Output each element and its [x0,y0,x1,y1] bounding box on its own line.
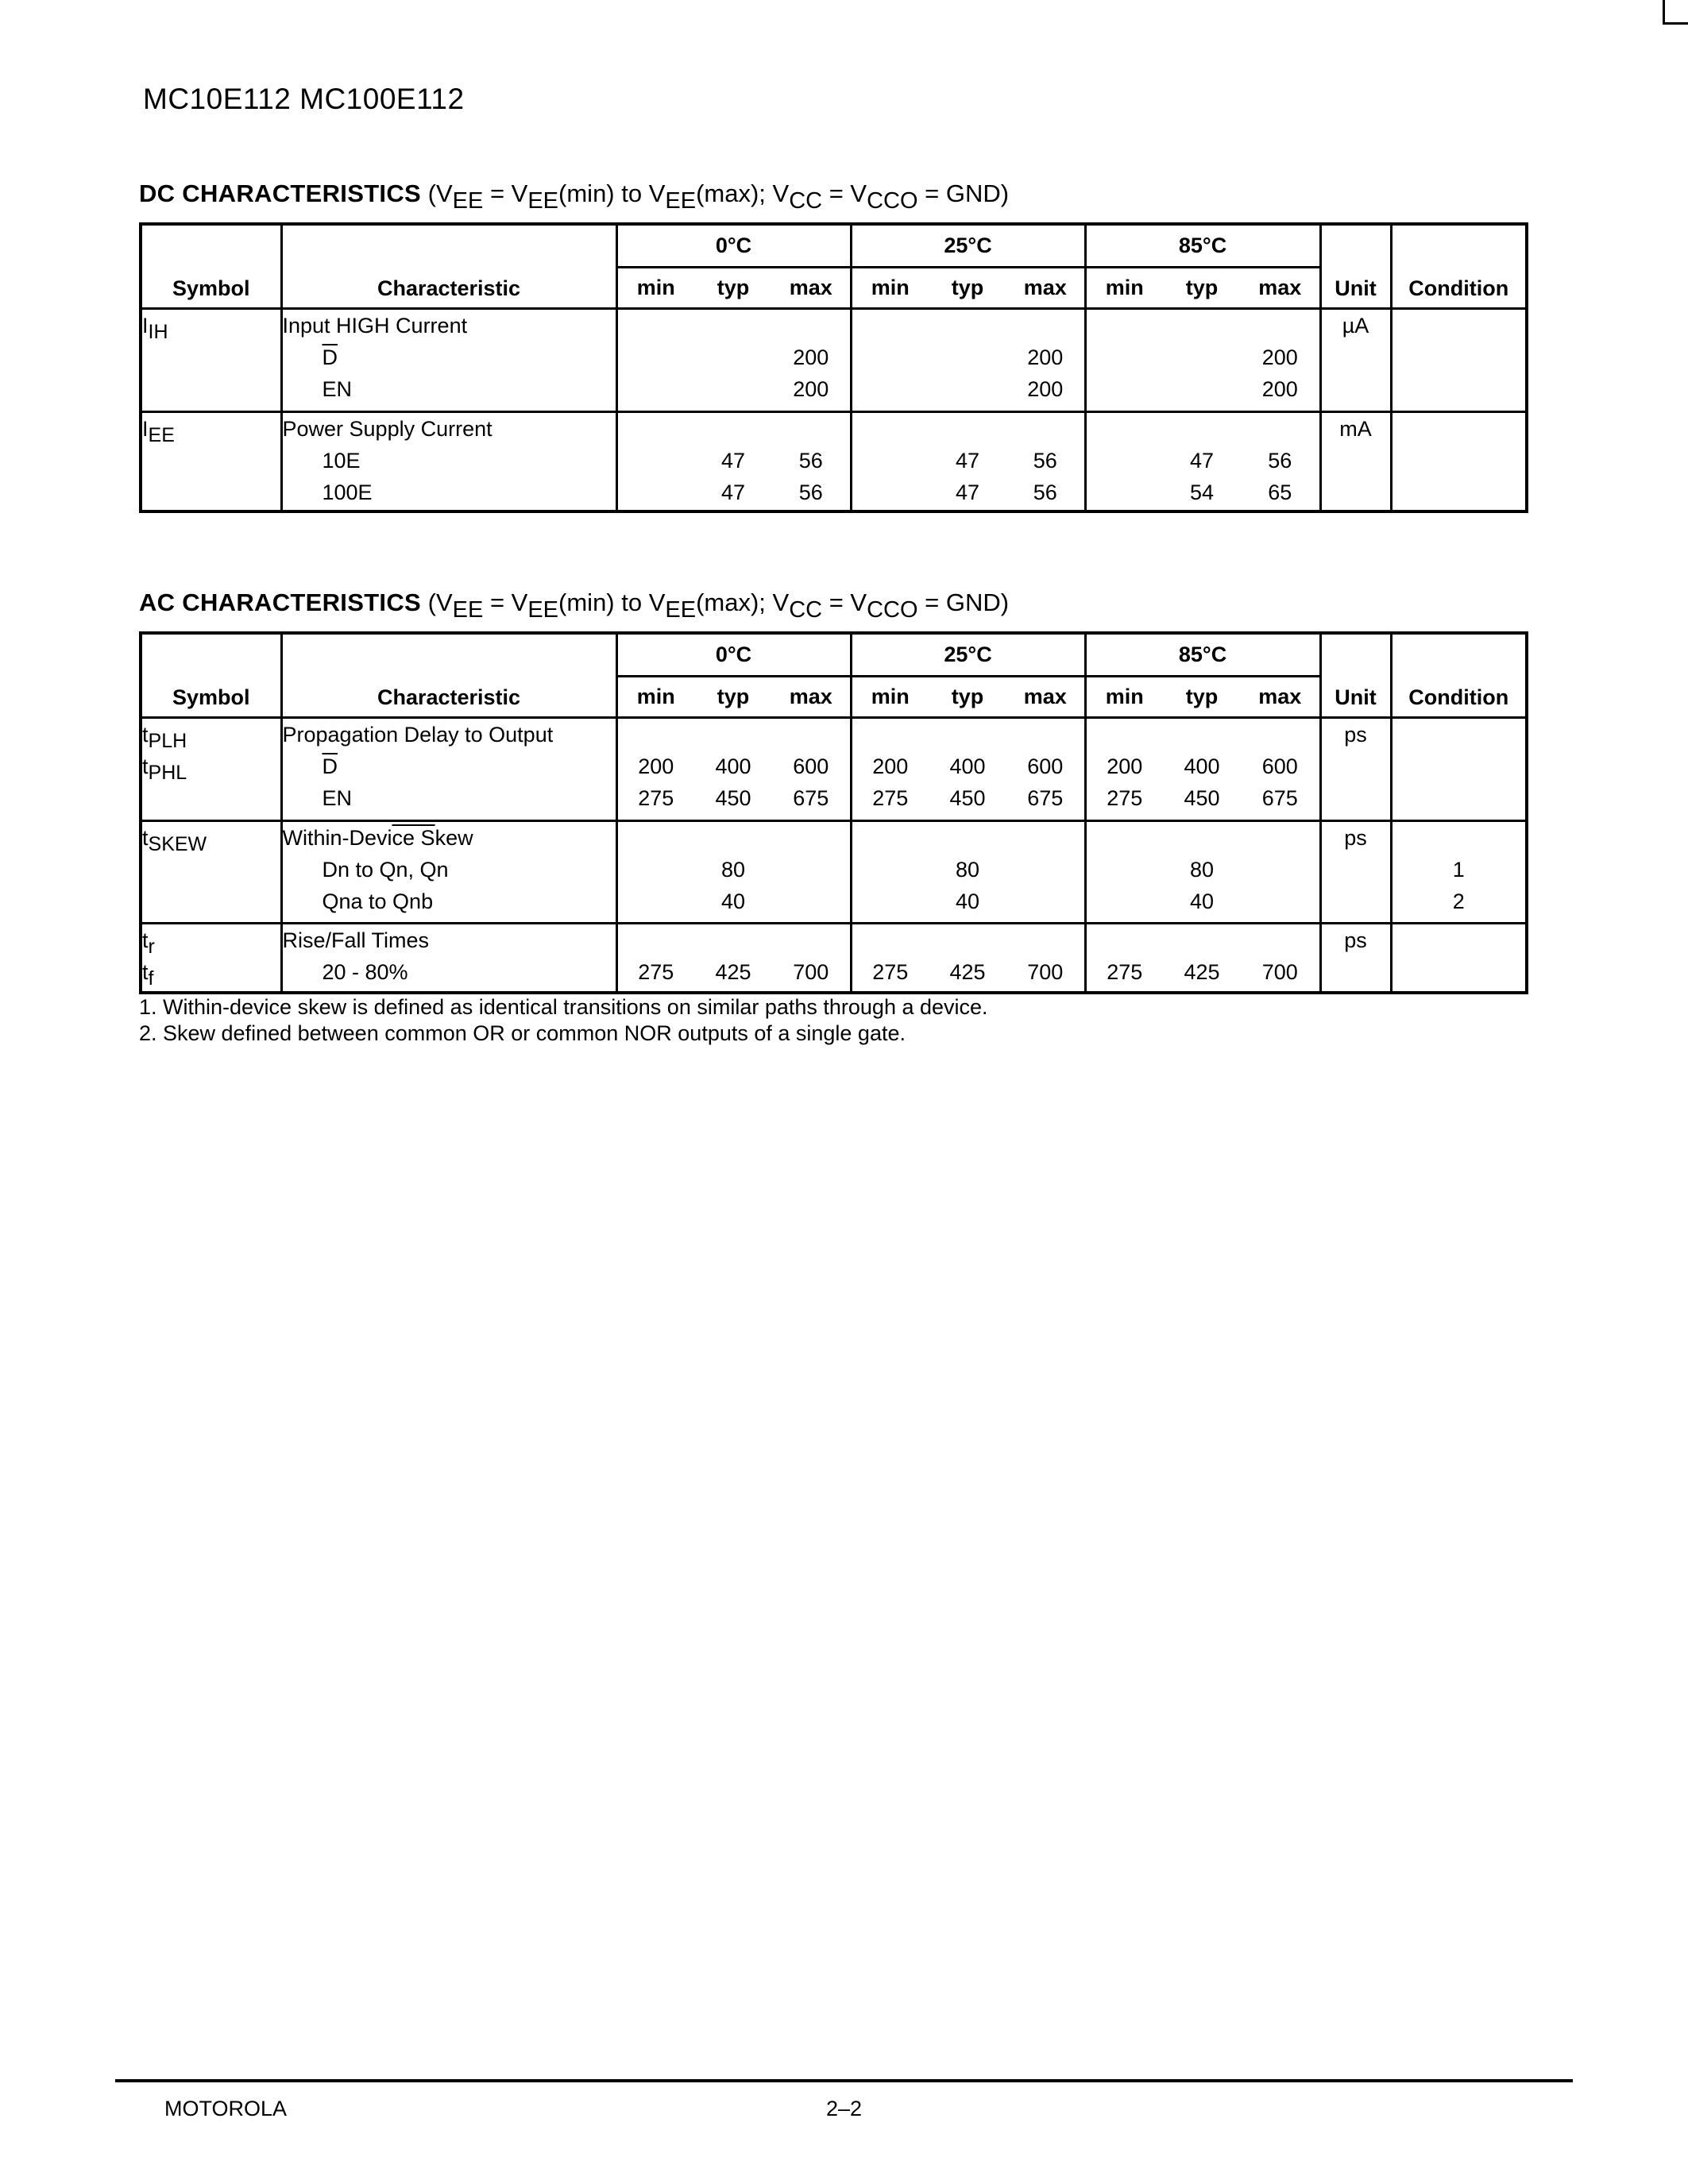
value-cell [851,411,929,511]
value-cell: 400 450 [1163,717,1241,820]
ac-cond-text: (V [421,588,453,616]
condition-ref: 1 [1452,857,1465,882]
col-temp-25c: 25°C [851,224,1085,267]
table-row [141,820,1527,923]
value-cell [1085,820,1163,923]
unit-text: ps [1344,825,1367,850]
symbol-sub: f [148,967,154,990]
ac-cond-sub: EE [665,597,697,623]
sub-label: Qna to Qnb [322,889,434,913]
value-cell: 200 275 [616,717,694,820]
page-corner-mark [1663,0,1688,25]
value-cell [772,820,851,923]
dc-cond-text: (V [421,179,453,207]
ac-cond-text: (min) to V [558,588,666,616]
value-cell: 600 675 [1241,717,1320,820]
characteristic-label: kew [435,825,473,850]
page-number: 2–2 [826,2097,863,2120]
value-cell: 700 [1006,923,1085,993]
ac-cond-sub: CC [789,597,823,623]
ac-cond-text: = V [822,588,867,616]
value-cell: 425 [949,959,986,984]
value-cell: 56 56 [772,411,851,511]
col-min: min [616,676,694,717]
symbol-text: t [142,959,149,984]
value-cell [1163,308,1241,411]
symbol-sub: EE [148,423,175,446]
col-temp-25c: 25°C [851,633,1085,676]
characteristic-label: Within-Devi [282,825,392,850]
ac-cond-sub: EE [452,597,484,623]
sub-label: EN [322,785,353,810]
value-cell: 400 450 [929,717,1006,820]
value-cell: 80 40 [1163,820,1241,923]
value-cell: 425 [1184,959,1220,984]
unit-text: ps [1344,928,1367,952]
dc-cond-sub: EE [452,188,484,214]
value-cell: 200 200 [1241,308,1320,411]
value-cell: 275 [1107,959,1143,984]
ac-characteristics-table [139,631,1528,994]
characteristic-label: Rise/Fall Times [282,928,430,952]
value-cell [616,308,694,411]
characteristic-cell [281,820,616,923]
col-temp-85c: 85°C [1085,224,1320,267]
value-cell: 600 675 [772,717,851,820]
value-cell: 80 40 [694,820,772,923]
value-cell: 56 65 [1241,411,1320,511]
sub-label: $\overline{D}$ [322,345,338,369]
value-cell: 47 47 [956,448,980,504]
dc-cond-text: = GND) [917,179,1010,207]
col-temp-0c: 0°C [616,224,851,267]
value-cell: 600 675 [1006,717,1085,820]
characteristic-label: ce S [392,825,435,850]
ac-cond-text: = GND) [917,588,1010,616]
col-max: max [1006,267,1085,308]
unit-cell [1320,308,1391,411]
value-cell [1085,308,1163,411]
sub-label: EN [322,376,353,401]
value-cell [1006,820,1085,923]
value-cell: 700 [772,923,851,993]
value-cell [851,820,929,923]
sub-label: $\overline{D}$ [322,754,338,778]
value-cell: 200 275 [1085,717,1163,820]
col-temp-85c: 85°C [1085,633,1320,676]
value-cell: 200 275 [851,717,929,820]
col-min: min [851,267,929,308]
dc-section-title [139,179,1009,214]
dc-cond-text: (max); V [696,179,790,207]
symbol-cell [141,717,281,820]
col-min: min [1085,676,1163,717]
col-symbol: Symbol [141,224,281,308]
col-typ: typ [1163,267,1241,308]
characteristic-cell [281,308,616,411]
unit-text: mA [1339,416,1372,441]
col-unit: Unit [1320,224,1391,308]
dc-cond-sub: CC [789,188,823,214]
value-cell: 200 200 [772,308,851,411]
ac-cond-sub: CCO [867,597,918,623]
table-row [141,308,1527,411]
footer-rule [115,2079,1573,2082]
value-cell: 700 [1241,923,1320,993]
unit-cell [1320,717,1391,820]
sub-label: Dn to Qn, Qn [322,857,449,882]
symbol-sub: IH [148,320,168,343]
value-cell: 200 200 [1006,308,1085,411]
dc-characteristics-table [139,222,1528,513]
value-cell: 425 [715,959,751,984]
col-typ: typ [929,676,1006,717]
value-cell: 47 54 [1190,448,1215,504]
col-typ: typ [1163,676,1241,717]
footnote-1: 1. Within-device skew is defined as identical transitions on similar paths through a device. [139,995,988,1019]
value-cell: 275 [872,959,909,984]
characteristic-cell [281,717,616,820]
value-cell: 80 40 [929,820,1006,923]
table-row [141,923,1527,993]
dc-cond-text: = V [483,179,528,207]
sub-label: 100E [322,480,373,504]
dc-cond-sub: CCO [867,188,918,214]
value-cell [616,820,694,923]
condition-cell [1391,923,1527,993]
symbol-sub: PHL [148,761,187,784]
condition-cell [1391,308,1527,411]
symbol-sub: r [148,935,155,958]
ac-cond-sub: EE [527,597,559,623]
col-max: max [772,267,851,308]
dc-title: DC CHARACTERISTICS [139,179,422,207]
symbol-cell [141,820,281,923]
col-min: min [1085,267,1163,308]
value-cell: 47 47 [720,448,746,504]
condition-ref: 2 [1452,889,1465,913]
characteristic-cell [281,923,616,993]
col-typ: typ [694,267,772,308]
table-row [141,717,1527,820]
ac-cond-text: (max); V [696,588,790,616]
footnotes [139,994,988,1047]
value-cell [694,308,772,411]
col-symbol: Symbol [141,633,281,717]
unit-text: µA [1342,313,1369,338]
symbol-sub: SKEW [148,832,207,855]
col-characteristic: Characteristic [281,633,616,717]
symbol-sub: PLH [148,729,187,752]
ac-title: AC CHARACTERISTICS [139,588,422,616]
dc-cond-text: = V [822,179,867,207]
col-max: max [1241,267,1320,308]
symbol-text: t [142,825,149,850]
value-cell [851,308,929,411]
col-condition: Condition [1391,224,1527,308]
unit-cell [1320,820,1391,923]
footer-brand: MOTOROLA [164,2097,288,2120]
sub-label: 20 - 80% [322,959,408,984]
col-typ: typ [694,676,772,717]
unit-text: ps [1344,722,1367,747]
sub-label: 10E [322,448,361,473]
condition-cell [1391,717,1527,820]
symbol-text: I [142,416,149,441]
col-condition: Condition [1391,633,1527,717]
col-characteristic: Characteristic [281,224,616,308]
col-min: min [616,267,694,308]
document-title: MC10E112 MC100E112 [143,83,465,115]
symbol-cell [141,308,281,411]
unit-cell [1320,923,1391,993]
value-cell: 400 450 [694,717,772,820]
col-min: min [851,676,929,717]
characteristic-cell [281,411,616,511]
symbol-cell [141,411,281,511]
table-row [141,411,1527,511]
dc-cond-sub: EE [665,188,697,214]
ac-cond-text: = V [483,588,528,616]
symbol-text: t [142,722,149,747]
col-max: max [1241,676,1320,717]
characteristic-label: Propagation Delay to Output [282,722,554,747]
value-cell [1085,411,1163,511]
value-cell: 275 [638,959,674,984]
ac-section-title [139,588,1009,623]
condition-cell [1391,411,1527,511]
dc-cond-text: (min) to V [558,179,666,207]
symbol-text: t [142,928,149,952]
value-cell: 56 56 [1006,411,1085,511]
col-max: max [772,676,851,717]
characteristic-label: Power Supply Current [282,416,492,441]
dc-cond-sub: EE [527,188,559,214]
unit-cell [1320,411,1391,511]
col-unit: Unit [1320,633,1391,717]
symbol-cell [141,923,281,993]
footnote-2: 2. Skew defined between common OR or common NOR outputs of a single gate. [139,1021,906,1045]
value-cell [1241,820,1320,923]
value-cell [616,411,694,511]
symbol-text: I [142,313,149,338]
col-max: max [1006,676,1085,717]
value-cell [929,308,1006,411]
col-temp-0c: 0°C [616,633,851,676]
condition-cell [1391,820,1527,923]
characteristic-label: Input HIGH Current [282,313,468,338]
symbol-text: t [142,754,149,778]
col-typ: typ [929,267,1006,308]
